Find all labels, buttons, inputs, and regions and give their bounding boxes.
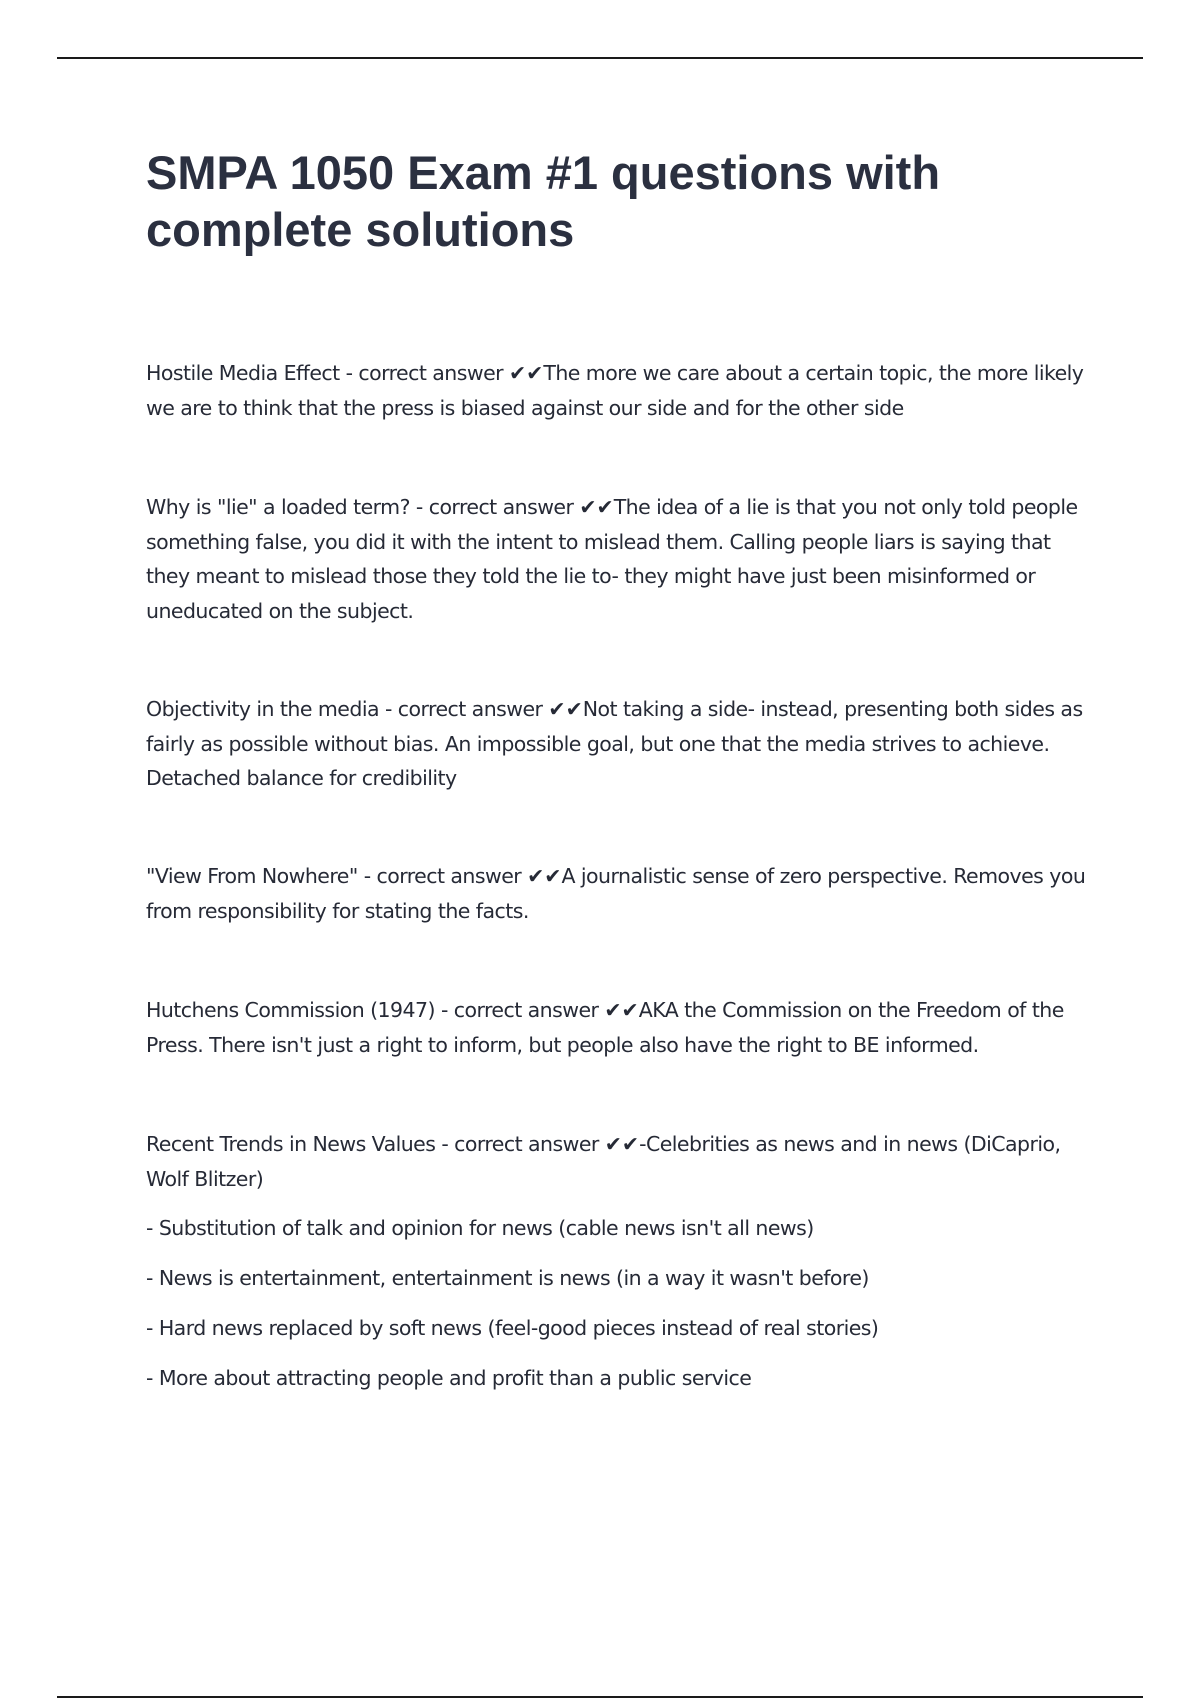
- qa-answer: The idea of a lie is that you not only told people something false, you did it with the intent to mislead them. Calling people liars is saying that they meant to mislead those they told the lie to- they might have just been misinformed or uneducated on the subject.: [146, 495, 1078, 623]
- header-rule: [57, 57, 1143, 59]
- qa-term: Hostile Media Effect: [146, 361, 340, 385]
- qa-answer: A journalistic sense of zero perspective. Removes you from responsibility for stating the facts.: [146, 864, 1086, 923]
- qa-entry-hutchens-commission: [146, 993, 1096, 1062]
- qa-answer: Not taking a side- instead, presenting both sides as fairly as possible without bias. An impossible goal, but one that the media strives to achieve. Detached balance for credibility: [146, 697, 1083, 790]
- list-item: - More about attracting people and profit than a public service: [146, 1366, 752, 1390]
- correct-answer-marker: - correct answer: [363, 864, 522, 888]
- qa-term: Recent Trends in News Values: [146, 1132, 436, 1156]
- qa-entry-lie-loaded-term: [146, 490, 1096, 628]
- correct-answer-marker: - correct answer: [440, 998, 599, 1022]
- list-item: - Hard news replaced by soft news (feel-good pieces instead of real stories): [146, 1316, 879, 1340]
- qa-answer: -Celebrities as news and in news (DiCaprio, Wolf Blitzer): [146, 1132, 1061, 1191]
- correct-answer-marker: - correct answer: [441, 1132, 599, 1156]
- qa-answer: AKA the Commission on the Freedom of the Press. There isn't just a right to inform, but people also have the right to BE informed.: [146, 998, 1064, 1057]
- correct-answer-marker: - correct answer: [384, 697, 543, 721]
- qa-term: Why is "lie" a loaded term?: [146, 495, 410, 519]
- qa-term: "View From Nowhere": [146, 864, 358, 888]
- qa-term: Hutchens Commission (1947): [146, 998, 435, 1022]
- correct-answer-marker: - correct answer: [415, 495, 574, 519]
- footer-rule: [57, 1696, 1143, 1698]
- list-item: - Substitution of talk and opinion for news (cable news isn't all news): [146, 1216, 814, 1240]
- qa-entry-recent-trends: [146, 1127, 1096, 1196]
- qa-entry-objectivity: [146, 692, 1096, 796]
- qa-answer: The more we care about a certain topic, the more likely we are to think that the press is biased against our side and for the other side: [146, 361, 1084, 420]
- news-trends-list: [146, 1211, 1096, 1411]
- checkmark-icon: ✔✔: [579, 495, 614, 519]
- correct-answer-marker: - correct answer: [345, 361, 504, 385]
- page-title: SMPA 1050 Exam #1 questions with complete solutions: [146, 146, 941, 256]
- qa-entry-view-from-nowhere: [146, 859, 1096, 928]
- checkmark-icon: ✔✔: [548, 697, 583, 721]
- checkmark-icon: ✔✔: [604, 998, 639, 1022]
- checkmark-icon: ✔✔: [527, 864, 562, 888]
- qa-term: Objectivity in the media: [146, 697, 379, 721]
- list-item: - News is entertainment, entertainment is news (in a way it wasn't before): [146, 1266, 869, 1290]
- qa-entry-hostile-media-effect: [146, 356, 1096, 425]
- checkmark-icon: ✔✔: [508, 361, 544, 385]
- checkmark-icon: ✔✔: [604, 1132, 640, 1156]
